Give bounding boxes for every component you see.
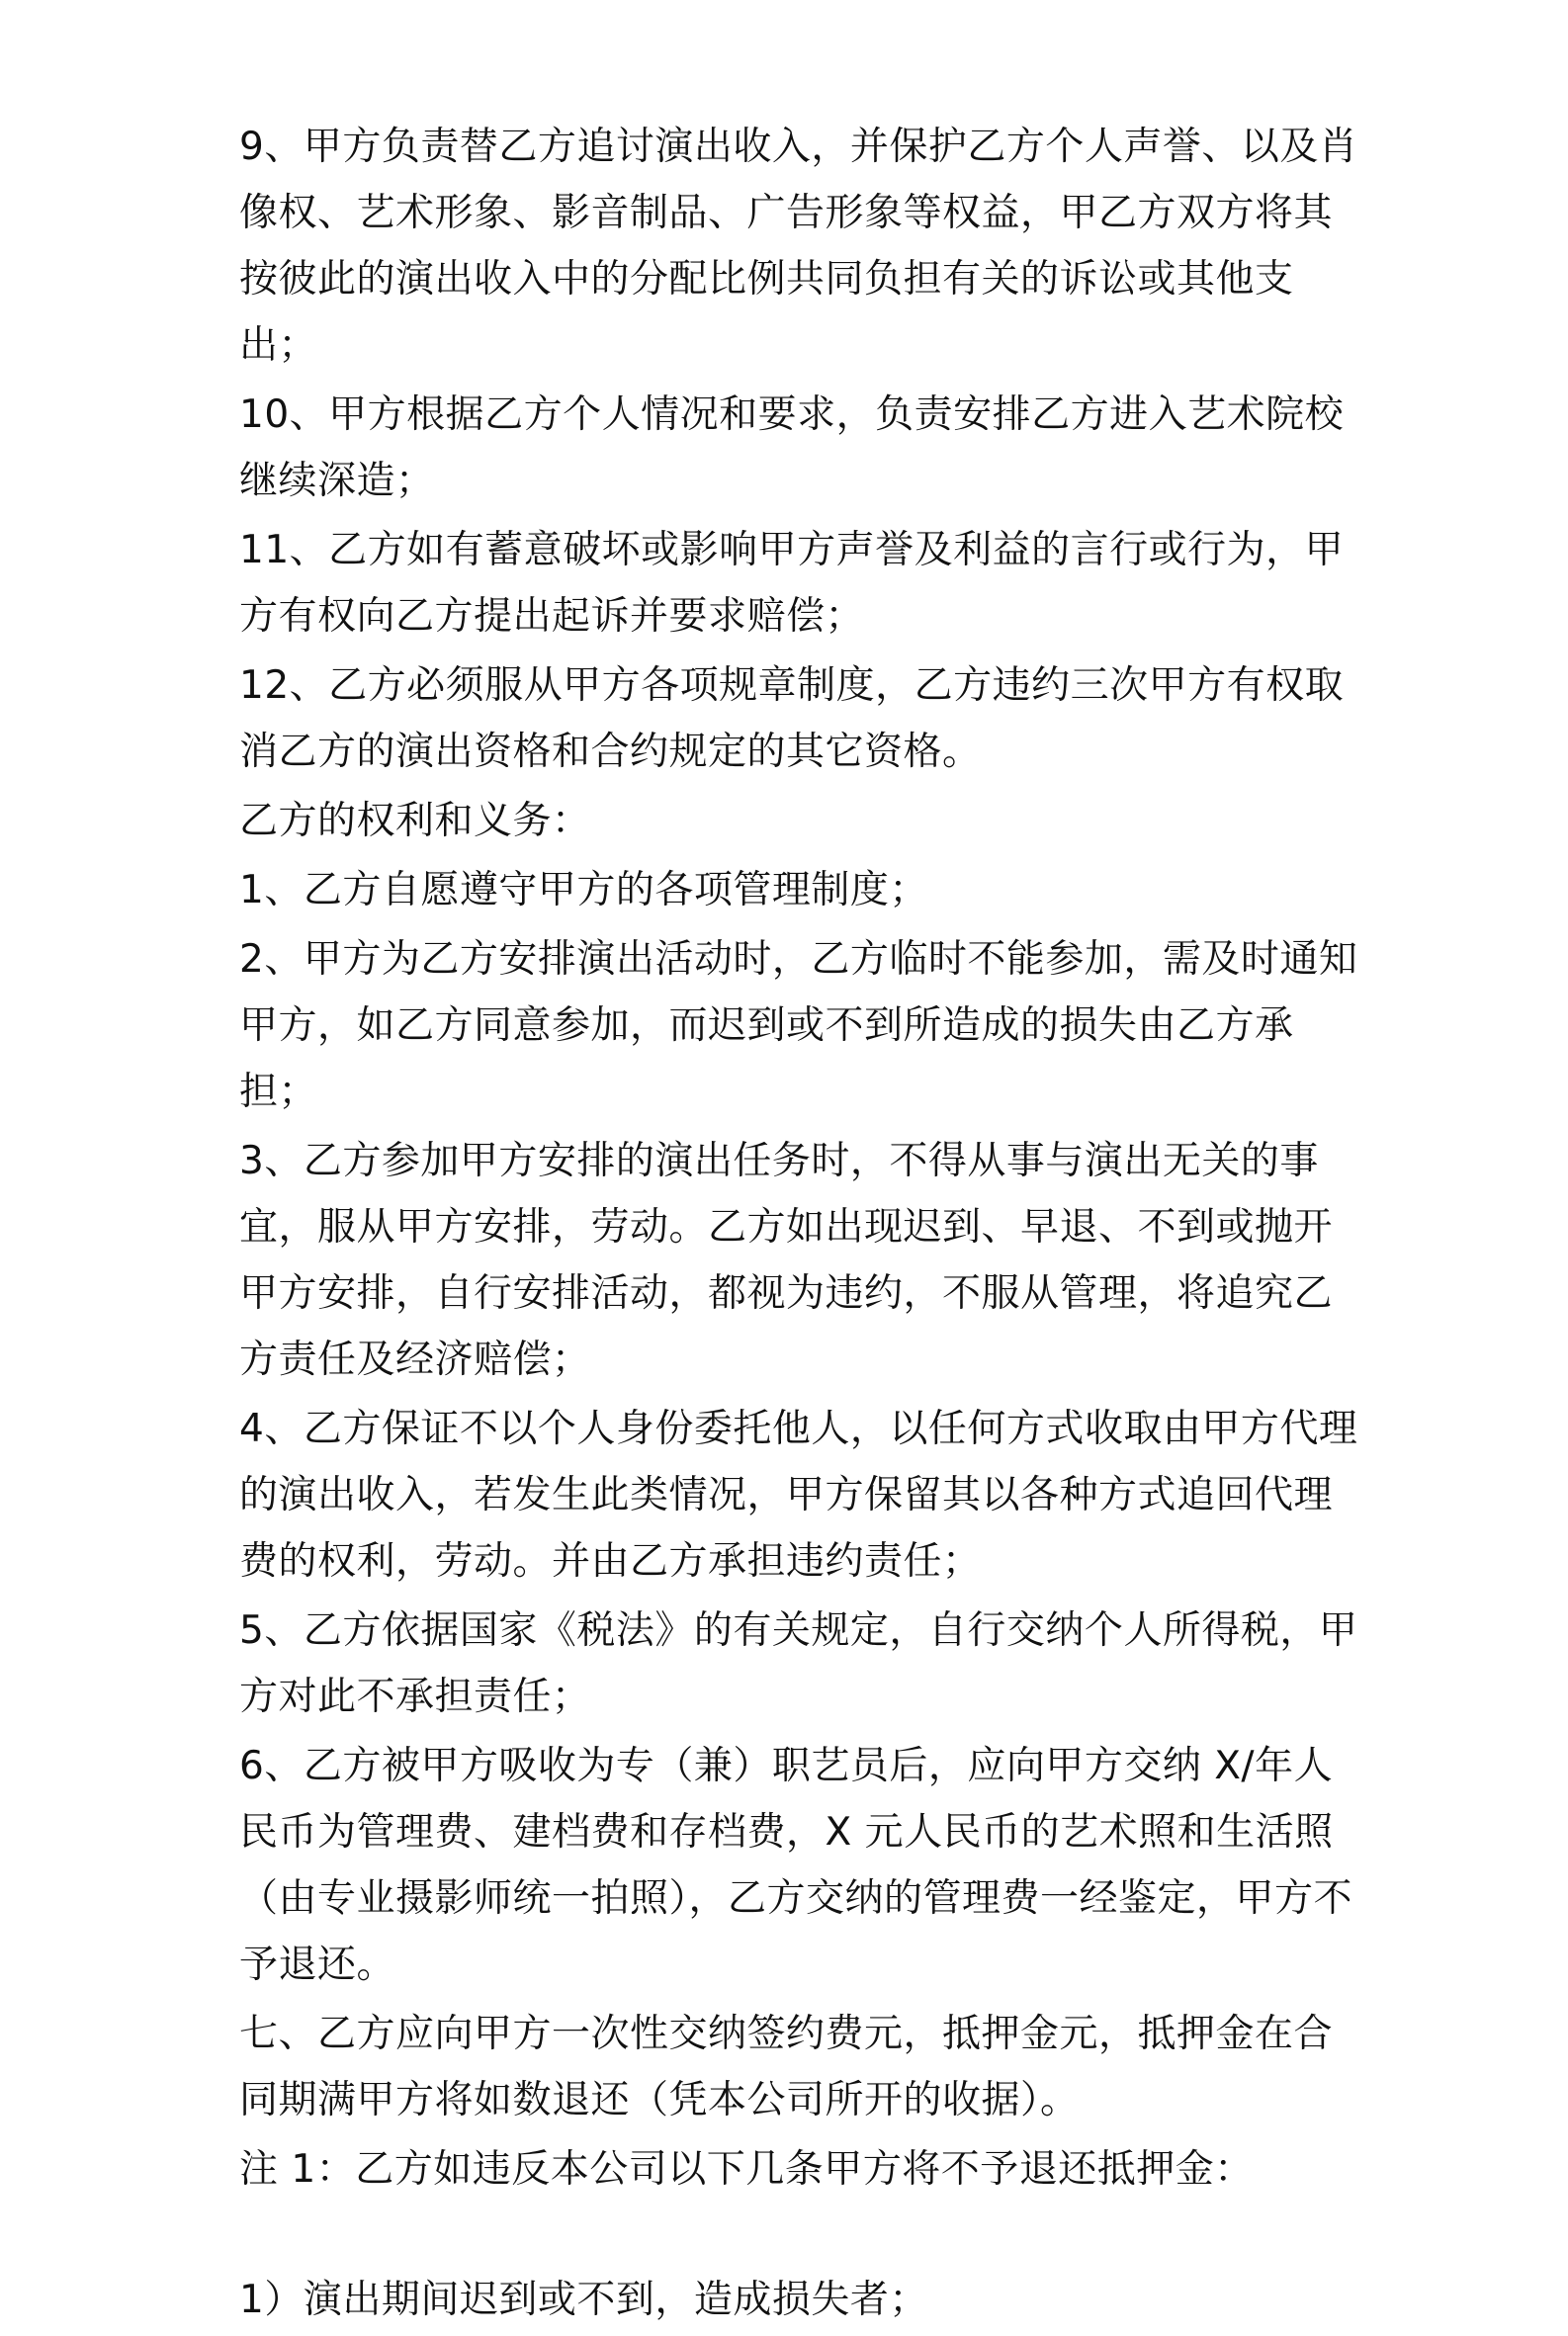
paragraph-b-clause-4: 4、乙方保证不以个人身份委托他人，以任何方式收取由甲方代理的演出收入，若发生此类情况，甲方保留其以各种方式追回代理费的权利，劳动。并由乙方承担违约责任；: [239, 1407, 1358, 1584]
paragraph-b-clause-1: 1、乙方自愿遵守甲方的各项管理制度；: [239, 868, 928, 912]
paragraph-b-clause-3: 3、乙方参加甲方安排的演出任务时，不得从事与演出无关的事宜，服从甲方安排，劳动。乙方如出现迟到、早退、不到或抛开甲方安排，自行安排活动，都视为违约，不服从管理，将追究乙方责任及经济赔偿；: [239, 1139, 1334, 1382]
paragraph-gap: [239, 2206, 1366, 2267]
paragraph-note-1: 注 1：乙方如违反本公司以下几条甲方将不予退还抵押金：: [239, 2147, 1254, 2192]
paragraph-clause-10: 10、甲方根据乙方个人情况和要求，负责安排乙方进入艺术院校继续深造；: [239, 392, 1345, 503]
paragraph-section-7: 七、乙方应向甲方一次性交纳签约费元，抵押金元，抵押金在合同期满甲方将如数退还（凭本公司所开的收据）。: [239, 2012, 1334, 2122]
paragraph-b-clause-5: 5、乙方依据国家《税法》的有关规定，自行交纳个人所得税，甲方对此不承担责任；: [239, 1608, 1358, 1719]
paragraph-b-clause-6: 6、乙方被甲方吸收为专（兼）职艺员后，应向甲方交纳 X/年人民币为管理费、建档费和存档费，X 元人民币的艺术照和生活照（由专业摄影师统一拍照），乙方交纳的管理费一经鉴定，甲方不予退还。: [239, 1744, 1353, 1987]
paragraph-clause-12: 12、乙方必须服从甲方各项规章制度，乙方违约三次甲方有权取消乙方的演出资格和合约规定的其它资格。: [239, 663, 1345, 774]
document-body: [239, 114, 1366, 2336]
paragraph-clause-11: 11、乙方如有蓄意破坏或影响甲方声誉及利益的言行或行为，甲方有权向乙方提出起诉并要求赔偿；: [239, 528, 1345, 639]
paragraph-clause-9: 9、甲方负责替乙方追讨演出收入，并保护乙方个人声誉、以及肖像权、艺术形象、影音制品、广告形象等权益，甲乙方双方将其按彼此的演出收入中的分配比例共同负担有关的诉讼或其他支出；: [239, 125, 1358, 368]
paragraph-b-clause-2: 2、甲方为乙方安排演出活动时，乙方临时不能参加，需及时通知甲方，如乙方同意参加，而迟到或不到所造成的损失由乙方承担；: [239, 937, 1358, 1114]
paragraph-note-item-1: 1）演出期间迟到或不到，造成损失者；: [239, 2278, 928, 2322]
section-heading-party-b-rights: 乙方的权利和义务：: [239, 799, 591, 843]
